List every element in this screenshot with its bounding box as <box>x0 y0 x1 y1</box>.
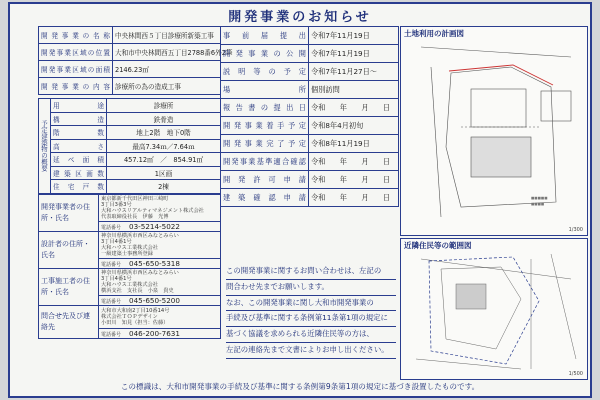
building-label: 建築区画数 <box>51 166 107 180</box>
project-info-label: 開発事業の内容 <box>39 78 113 95</box>
project-info-row <box>39 61 221 78</box>
party-tel-number: 045-650-5200 <box>129 296 180 305</box>
party-tel-number: 046-200-7631 <box>129 329 180 338</box>
party-row <box>39 269 221 296</box>
notice-line: 左記の連絡先まで文書によりお申し出ください。 <box>226 343 396 359</box>
schedule-row <box>221 153 399 171</box>
schedule-value: 令和 年 月 日 <box>309 153 399 171</box>
project-info-value: 大和市中央林間西五丁目2788番6外2筆 <box>113 44 221 61</box>
party-tel-label: 電話番号 <box>101 332 122 338</box>
building-value: 1区画 <box>107 166 221 180</box>
building-row <box>39 153 221 167</box>
building-row <box>39 99 221 113</box>
party-tel <box>99 329 221 339</box>
project-info-row <box>39 78 221 95</box>
building-value: 最高7.34ｍ／7.64ｍ <box>107 139 221 153</box>
party-row <box>39 195 221 222</box>
party-address-line: 株式会社ＴＯＰデザイン <box>101 314 158 320</box>
notice-line: 基づく協議を求められる近隣住民等の方は、 <box>226 327 396 343</box>
schedule-table <box>220 26 399 207</box>
party-label: 工事施工者の住所・氏名 <box>39 269 99 306</box>
schedule-label: 場所 <box>221 81 309 99</box>
land-use-scale: 1/300 <box>568 227 583 233</box>
party-row <box>39 306 221 329</box>
neighborhood-scale: 1/500 <box>568 371 583 377</box>
project-info-table <box>38 26 233 95</box>
schedule-value: 令和7年11月27日～ <box>309 63 399 81</box>
party-label: 開発事業者の住所・氏名 <box>39 195 99 232</box>
schedule-value: 個別訪問 <box>309 81 399 99</box>
notice-line: この開発事業に関するお問い合わせは、左記の <box>226 264 396 280</box>
footer-notice: この標識は、大和市開発事業の手続及び基準に関する条例第9条第1項の規定に基づき設置したものです。 <box>120 382 480 391</box>
building-row <box>39 166 221 180</box>
schedule-value: 令和 年 月 日 <box>309 189 399 207</box>
land-use-plan-title: 土地利用の計画図 <box>404 29 464 38</box>
project-info-value: 2146.23㎡ <box>113 61 221 78</box>
schedule-label: 開発事業基準適合確認 <box>221 153 309 171</box>
project-info-value: 診療所の為の造成工事 <box>113 78 221 95</box>
party-tel-label: 電話番号 <box>101 262 122 268</box>
party-address-line: 大和市大和南2丁目10番14号 <box>101 308 170 314</box>
neighborhood-drawing <box>401 239 587 379</box>
party-tel <box>99 222 221 232</box>
building-side-label: 予定建築物の概要 <box>39 99 51 194</box>
party-address-line: 東京都新千代田区神田三崎町 <box>101 196 169 202</box>
building-value: 鉄骨造 <box>107 112 221 126</box>
notice-line: なお、この開発事業に関し大和市開発事業の <box>226 296 396 312</box>
party-tel-number: 045-650-5318 <box>129 259 180 268</box>
party-address-line: 横浜支社 支社長 小泉 貴史 <box>101 288 174 294</box>
party-address-line: 代表取締役社長 伊藤 光博 <box>101 214 169 220</box>
neighborhood-range-map <box>400 238 588 380</box>
party-tel <box>99 259 221 269</box>
building-label: 用途 <box>51 99 107 113</box>
schedule-label: 説明等の予定 <box>221 63 309 81</box>
party-address-line: 小田川 知見（担当：佐藤） <box>101 320 169 326</box>
party-address <box>99 306 221 329</box>
building-label: 延べ面積 <box>51 153 107 167</box>
party-address-line: 3丁目3番3号 <box>101 202 132 208</box>
inquiry-notice <box>226 264 396 359</box>
land-use-plan-map <box>400 26 588 236</box>
schedule-row <box>221 117 399 135</box>
building-summary-table <box>38 98 221 194</box>
schedule-value: 令和8年4月初旬 <box>309 117 399 135</box>
building-row <box>39 126 221 140</box>
schedule-label: 開発事業の公開 <box>221 45 309 63</box>
party-tel-label: 電話番号 <box>101 299 122 305</box>
party-address <box>99 195 221 222</box>
building-label: 住宅戸数 <box>51 180 107 194</box>
building-row <box>39 180 221 194</box>
building-value: 診療所 <box>107 99 221 113</box>
notice-board <box>8 2 592 398</box>
party-tel <box>99 296 221 306</box>
party-address-line: 3丁目4番1号 <box>101 239 132 245</box>
party-address-line: 大和ハウス工業株式会社 <box>101 282 158 288</box>
party-address-line: 神奈川県横浜市西区みなとみらい <box>101 233 179 239</box>
schedule-row <box>221 45 399 63</box>
schedule-value: 令和7年11月19日 <box>309 45 399 63</box>
project-info-label: 開発事業区域の位置 <box>39 44 113 61</box>
schedule-label: 開発事業完了予定 <box>221 135 309 153</box>
building-value: 2棟 <box>107 180 221 194</box>
project-info-label: 開発事業区域の面積 <box>39 61 113 78</box>
party-tel-label: 電話番号 <box>101 225 122 231</box>
project-info-value: 中央林間西５丁目診療所新築工事 <box>113 27 221 44</box>
neighborhood-range-title: 近隣住民等の範囲図 <box>404 241 472 250</box>
schedule-row <box>221 99 399 117</box>
building-row <box>39 112 221 126</box>
building-value: 457.12㎡ ／ 854.91㎡ <box>107 153 221 167</box>
schedule-label: 開発事業着手予定 <box>221 117 309 135</box>
building-value: 地上2階 地下0階 <box>107 126 221 140</box>
schedule-row <box>221 135 399 153</box>
building-label: 高さ <box>51 139 107 153</box>
project-info-row <box>39 27 221 44</box>
schedule-value: 令和 年 月 日 <box>309 171 399 189</box>
parties-table <box>38 194 221 339</box>
schedule-value: 令和7年11月19日 <box>309 27 399 45</box>
schedule-row <box>221 63 399 81</box>
notice-line: 手続及び基準に関する条例第11条第1項の規定に <box>226 311 396 327</box>
project-info-label: 開発事業の名称 <box>39 27 113 44</box>
schedule-row <box>221 27 399 45</box>
notice-line: 問合わせ先までお願いします。 <box>226 280 396 296</box>
schedule-label: 開発許可申請 <box>221 171 309 189</box>
building-label: 階数 <box>51 126 107 140</box>
party-address-line: 3丁目4番1号 <box>101 276 132 282</box>
project-info-row <box>39 44 221 61</box>
party-address <box>99 232 221 259</box>
party-address-line: 神奈川県横浜市西区みなとみらい <box>101 270 179 276</box>
schedule-label: 報告書の提出日 <box>221 99 309 117</box>
schedule-row <box>221 189 399 207</box>
svg-text:■■■■■: ■■■■■ <box>531 196 548 200</box>
schedule-row <box>221 171 399 189</box>
site-plan-drawing <box>401 27 587 235</box>
schedule-value: 令和8年11月19日 <box>309 135 399 153</box>
party-label: 問合せ先及び連絡先 <box>39 306 99 339</box>
party-label: 設計者の住所・氏名 <box>39 232 99 269</box>
schedule-row <box>221 81 399 99</box>
party-address-line: 大和ハウス工業株式会社 <box>101 245 158 251</box>
schedule-value: 令和 年 月 日 <box>309 99 399 117</box>
party-address-line: 一級建築士事務所登録 <box>101 251 153 257</box>
building-row <box>39 139 221 153</box>
building-label: 構造 <box>51 112 107 126</box>
party-address <box>99 269 221 296</box>
board-title: 開発事業のお知らせ <box>228 10 372 25</box>
party-address-line: 大和ハウスリアルティマネジメント株式会社 <box>101 208 204 214</box>
party-tel-number: 03-5214-5022 <box>129 222 180 231</box>
party-row <box>39 232 221 259</box>
schedule-label: 建築確認申請 <box>221 189 309 207</box>
schedule-label: 事前届提出 <box>221 27 309 45</box>
svg-text:■■■■: ■■■■ <box>531 202 545 206</box>
